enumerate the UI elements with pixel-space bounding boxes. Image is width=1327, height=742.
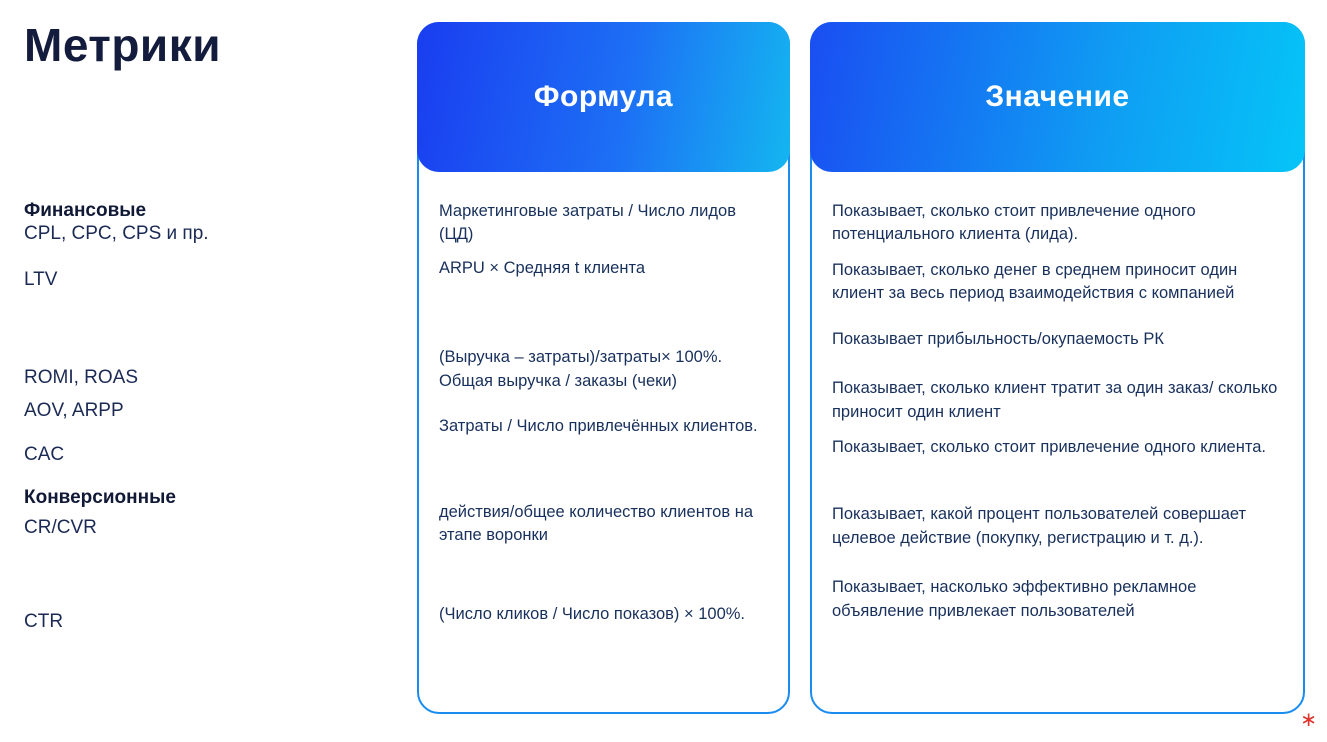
formula-entry: Затраты / Число привлечённых клиентов. [439,417,758,436]
left-column [24,20,404,633]
metric-name: CAC [24,444,65,466]
meaning-entry: Показывает, сколько клиент тратит за один заказ/ сколько приносит один клиент [832,379,1278,421]
formula-card-body [419,172,788,627]
metric-name: CPL, CPC, CPS и пр. [24,223,209,245]
metric-name: ROMI, ROAS [24,366,139,388]
metric-name-list [24,199,404,634]
formula-entry: Маркетинговые затраты / Число лидов (ЦД) [439,202,736,244]
metric-name: AOV, ARPP [24,399,124,421]
meaning-entry: Показывает, сколько стоит привлечение одного клиента. [832,437,1266,456]
page-title: Метрики [24,19,222,71]
footnote-asterisk: ∗ [1300,709,1317,731]
formula-entry: (Число кликов / Число показов) × 100%. [439,605,746,624]
meaning-card-body [812,172,1303,623]
meaning-entry: Показывает, сколько денег в среднем приносит один клиент за весь период взаимодействия с компанией [832,260,1238,303]
formula-entry: (Выручка – затраты)/затраты× 100%. [439,348,723,367]
meaning-card [810,22,1305,714]
metric-group-heading: Конверсионные [24,487,176,509]
meaning-card-header: Значение [810,22,1305,172]
metric-name: CTR [24,610,64,632]
formula-entry: ARPU × Средняя t клиента [439,258,646,277]
meaning-entry: Показывает, какой процент пользователей совершает целевое действие (покупку, регистрацию и т. д.). [832,505,1247,547]
formula-card [417,22,790,714]
metric-name: LTV [24,269,58,291]
formula-entry: действия/общее количество клиентов на этапе воронки [439,502,753,544]
meaning-entry: Показывает, насколько эффективно рекламное объявление привлекает пользователей [832,578,1197,620]
meaning-entry: Показывает, сколько стоит привлечение одного потенциального клиента (лида). [832,202,1196,244]
formula-card-header: Формула [417,22,790,172]
meaning-entry: Показывает прибыльность/окупаемость РК [832,329,1164,348]
formula-entry: Общая выручка / заказы (чеки) [439,371,678,390]
metric-group-heading: Финансовые [24,199,147,221]
metric-name: CR/CVR [24,516,97,538]
